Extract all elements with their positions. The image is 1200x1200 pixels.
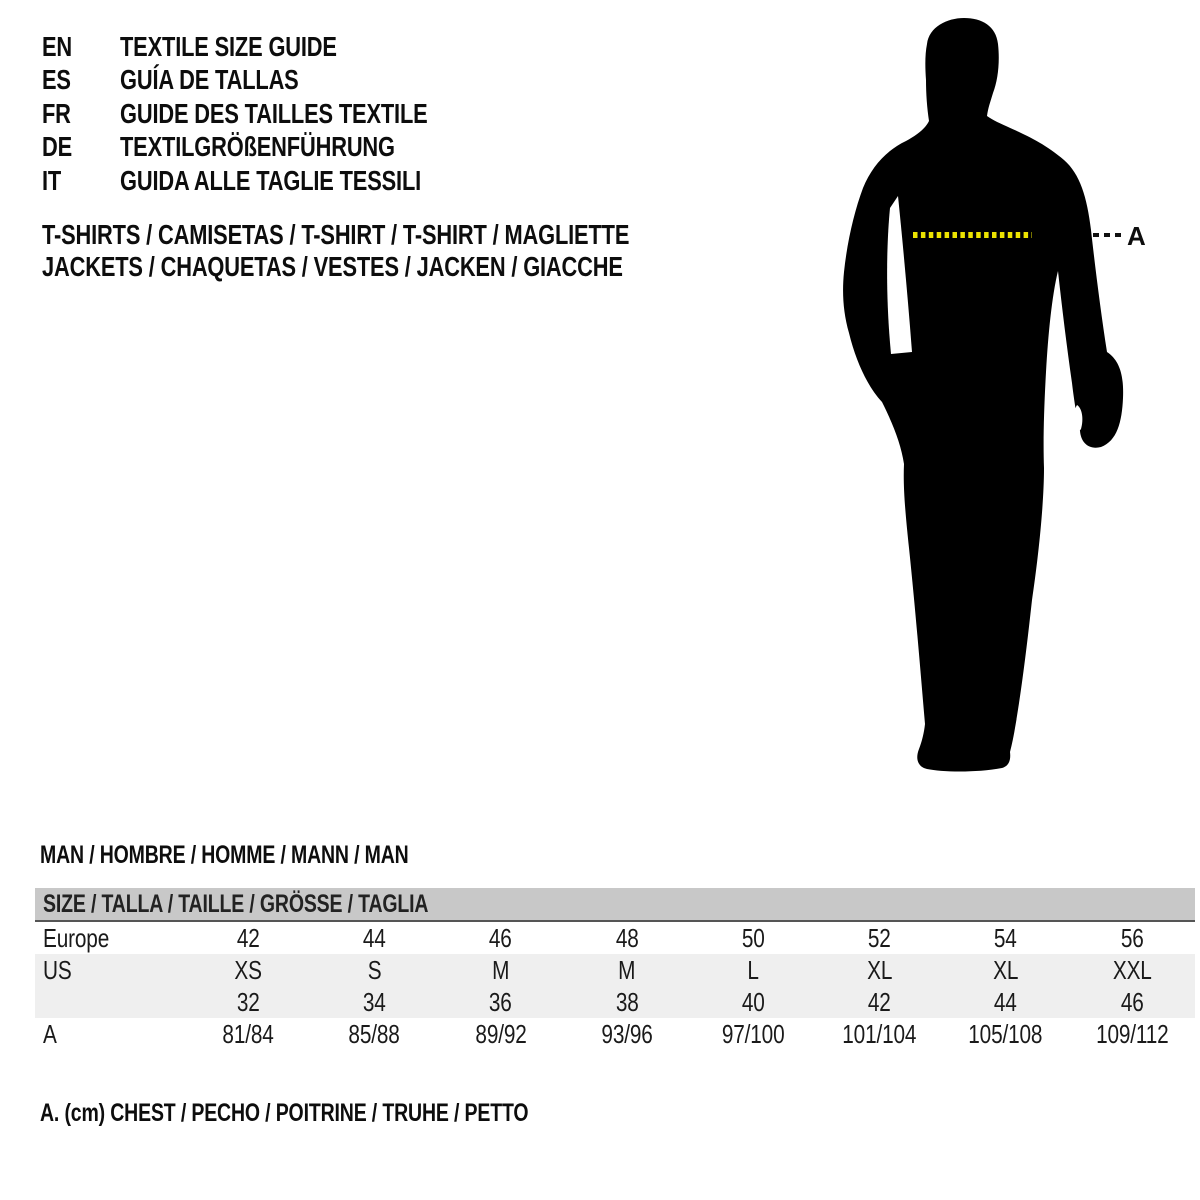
row-label: A: [43, 1018, 57, 1049]
size-value: XL: [866, 954, 892, 985]
size-value: L: [747, 954, 759, 985]
language-code: FR: [42, 97, 71, 129]
size-value: 44: [362, 922, 386, 953]
size-value: 89/92: [474, 1018, 527, 1049]
size-value: 85/88: [348, 1018, 400, 1049]
size-value: XXL: [1112, 954, 1152, 985]
size-table-grid: [35, 922, 1195, 1050]
language-row: [42, 164, 514, 198]
language-row: [42, 97, 514, 131]
size-value: 40: [741, 986, 765, 1017]
size-value: 81/84: [222, 1018, 274, 1049]
size-value: 42: [236, 922, 260, 953]
man-silhouette: [843, 18, 1123, 772]
size-value: 56: [1120, 922, 1144, 953]
gender-heading: MAN / HOMBRE / HOMME / MANN / MAN: [40, 841, 409, 869]
size-value: 34: [362, 986, 386, 1017]
size-value: M: [618, 954, 636, 985]
row-label: Europe: [43, 922, 110, 953]
guide-title: GUIDA ALLE TAGLIE TESSILI: [120, 164, 422, 196]
measurement-label-a: A: [1127, 221, 1146, 251]
category-jackets: JACKETS / CHAQUETAS / VESTES / JACKEN / GIACCHE: [42, 251, 623, 282]
size-value: 105/108: [968, 1018, 1043, 1049]
language-code: DE: [42, 131, 73, 163]
size-value: 48: [615, 922, 639, 953]
size-value: XS: [234, 954, 262, 985]
size-table-header: [35, 888, 1195, 922]
size-value: 42: [867, 986, 891, 1017]
size-value: 32: [236, 986, 260, 1017]
guide-title: TEXTILGRÖßENFÜHRUNG: [120, 131, 395, 163]
size-table-header-label: SIZE / TALLA / TAILLE / GRÖSSE / TAGLIA: [43, 889, 429, 918]
size-value: 38: [615, 986, 639, 1017]
language-list: [42, 30, 514, 198]
size-value: 54: [994, 922, 1018, 953]
language-row: [42, 30, 514, 64]
size-value: 46: [489, 922, 513, 953]
size-value: 52: [867, 922, 891, 953]
language-row: [42, 64, 514, 98]
category-tshirts: T-SHIRTS / CAMISETAS / T-SHIRT / T-SHIRT / MAGLIETTE: [42, 219, 630, 250]
row-label: US: [43, 954, 72, 985]
size-table: [35, 888, 1195, 1050]
size-value: 97/100: [721, 1018, 785, 1049]
table-row-europe: [35, 922, 1195, 954]
size-value: 46: [1120, 986, 1144, 1017]
table-row-us: [35, 954, 1195, 986]
guide-title: GUÍA DE TALLAS: [120, 64, 299, 96]
language-code: ES: [42, 64, 71, 96]
category-list: [42, 219, 795, 283]
guide-title: GUIDE DES TAILLES TEXTILE: [120, 97, 428, 129]
measurement-footnote: A. (cm) CHEST / PECHO / POITRINE / TRUHE / PETTO: [40, 1099, 529, 1127]
size-value: S: [367, 954, 382, 985]
male-silhouette-figure: [830, 0, 1200, 800]
size-value: 109/112: [1095, 1018, 1169, 1049]
size-value: 93/96: [601, 1018, 653, 1049]
size-value: 101/104: [842, 1018, 917, 1049]
guide-title: TEXTILE SIZE GUIDE: [120, 30, 337, 62]
table-row-numeric: [35, 986, 1195, 1018]
size-value: 50: [741, 922, 765, 953]
language-code: EN: [42, 30, 73, 62]
language-row: [42, 131, 514, 165]
table-row-chest: [35, 1018, 1195, 1050]
size-value: M: [492, 954, 510, 985]
language-code: IT: [42, 164, 62, 196]
size-value: 36: [489, 986, 513, 1017]
size-value: 44: [994, 986, 1018, 1017]
size-value: XL: [993, 954, 1019, 985]
